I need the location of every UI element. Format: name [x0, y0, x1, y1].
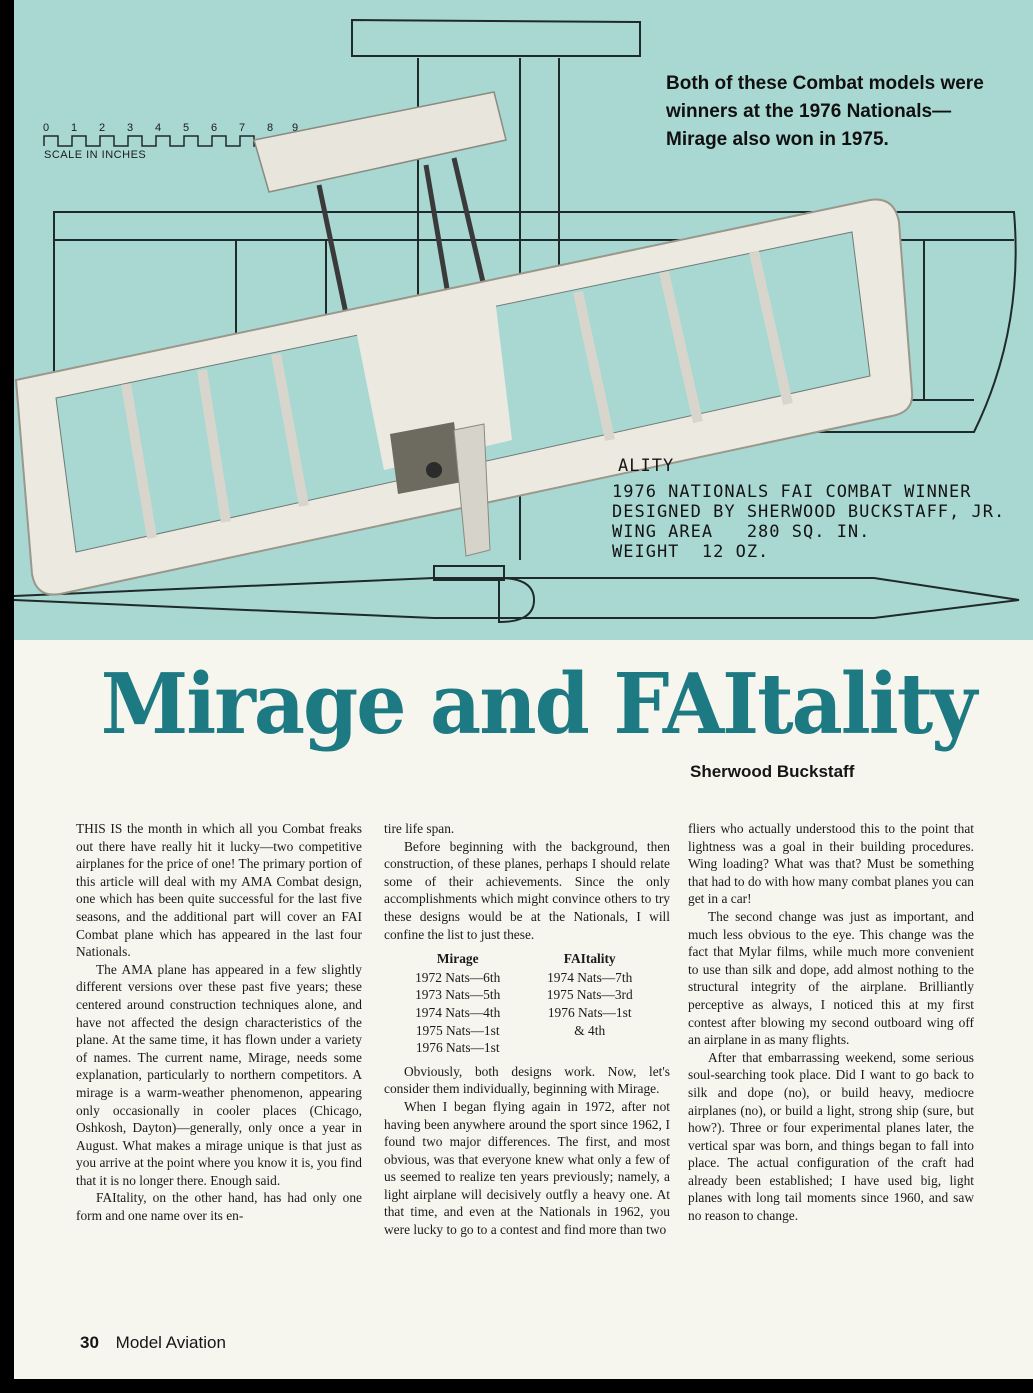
- paragraph: When I began flying again in 1972, after not having been anywhere around the sport since 1962, I found two major differences. The first, and most obvious, was that everyone knew what only a few of us seemed to realize ten years previously; namely, a light airplane will decisively outfly a heavy one. At that time, and even at the Nationals in 1962, you were lucky to go to a contest and find more than two: [384, 1098, 670, 1238]
- scale-number: 4: [155, 122, 162, 134]
- scale-number: 1: [71, 122, 78, 134]
- table-row: [392, 1039, 656, 1057]
- plan-title-fragment: ALITY: [618, 456, 675, 476]
- scale-number: 3: [127, 122, 134, 134]
- table-cell: 1975 Nats—3rd: [546, 987, 633, 1003]
- table-cell: [523, 1039, 656, 1057]
- scale-label: SCALE IN INCHES: [44, 149, 147, 161]
- table-cell: 1973 Nats—5th: [415, 987, 501, 1003]
- scale-number: 9: [292, 122, 299, 134]
- article-byline: Sherwood Buckstaff: [690, 762, 855, 781]
- column-header: FAItality: [563, 951, 616, 967]
- paragraph: tire life span.: [384, 821, 455, 836]
- table-cell: 1974 Nats—4th: [415, 1004, 501, 1020]
- paragraph: Obviously, both designs work. Now, let's consider them individually, beginning with Mirage.: [384, 1063, 670, 1097]
- paragraph: The AMA plane has appeared in a few slightly different versions over these past five years; these centered around construction techniques alone, and have not affected the design characteristics of the plane. At the same time, it has flown under a variety of names. The current name, Mirage, needs some explanation, particularly to northern competitors. A mirage is a warm-weather phenomenon, appearing only occasionally in cooler places (Chicago, Oshkosh, Dayton)—generally, only once a year in August. What makes a mirage unique is that just as you arrive at the point where you know it is, you find that it is no longer there. Enough said.: [76, 961, 362, 1188]
- page-number: 30: [80, 1333, 99, 1352]
- column-header: Mirage: [436, 951, 479, 967]
- table-cell: 1972 Nats—6th: [415, 969, 501, 985]
- article-column-2: [384, 820, 670, 1239]
- paragraph: Before beginning with the background, then construction, of these planes, perhaps I should relate some of their achievements. Since the only accomplishments which might convince others to try these designs would be at the Nationals, I will confine the list to just these.: [384, 838, 670, 942]
- article-column-3: [688, 820, 974, 1225]
- plan-text-line: WEIGHT 12 OZ.: [612, 542, 770, 562]
- scale-number: 6: [211, 122, 218, 134]
- table-cell: 1975 Nats—1st: [415, 1022, 500, 1038]
- table-cell: 1974 Nats—7th: [547, 969, 633, 985]
- scale-number: 5: [183, 122, 190, 134]
- magazine-page: [14, 0, 1033, 1379]
- article-title: Mirage and FAItality: [100, 655, 976, 753]
- table-cell: & 4th: [574, 1022, 606, 1038]
- magazine-name: Model Aviation: [115, 1333, 226, 1352]
- header-photo: [14, 0, 1033, 640]
- achievements-table: [392, 949, 656, 1057]
- table-row: [392, 969, 656, 987]
- plan-text-line: DESIGNED BY SHERWOOD BUCKSTAFF, JR.: [612, 502, 1006, 522]
- paragraph: fliers who actually understood this to the point that lightness was a goal in their building procedures. Wing loading? What was that? Must be something that had to do with how many combat planes you can get in a car!: [688, 821, 974, 907]
- plan-text-line: WING AREA 280 SQ. IN.: [612, 522, 871, 542]
- table-row: [392, 1022, 656, 1040]
- photo-caption: Both of these Combat models were winners at the 1976 Nationals—Mirage also won in 1975.: [666, 73, 984, 150]
- scale-number: 7: [239, 122, 246, 134]
- page-footer: [80, 1333, 226, 1353]
- scale-number: 0: [43, 122, 50, 134]
- table-row: [392, 986, 656, 1004]
- tail-surface: [254, 92, 506, 192]
- table-cell: 1976 Nats—1st: [415, 1040, 500, 1056]
- scale-number: 8: [267, 122, 274, 134]
- plan-text-line: 1976 NATIONALS FAI COMBAT WINNER: [612, 482, 972, 502]
- paragraph: FAItality, on the other hand, has had only one form and one name over its en-: [76, 1190, 362, 1224]
- paragraph: The second change was just as important, and much less obvious to the eye. This change was the fact that Mylar films, while much more convenient to use than silk and dope, add almost nothing to the structural integrity of the airplane. Brilliantly perceptive as always, I noticed this at my first contest after blowing my second outboard wing off an airplane in as many flights.: [688, 908, 974, 1048]
- paragraph: After that embarrassing weekend, some serious soul-searching took place. Did I want to go back to silk and dope (no), or build heavy, mediocre airplanes (no), or build a light, strong ship (sure, but how?). Three or four experimental planes later, the vertical spar was born, and things began to fall into place. The actual configuration of the craft had already been established; I have used big, light planes with long tail moments since 1960, and saw no reason to change.: [688, 1049, 974, 1224]
- paragraph: THIS IS the month in which all you Combat freaks out there have really hit it lucky—two competitive airplanes for the price of one! The primary portion of this article will deal with my AMA Combat design, one which has been quite successful for the last five seasons, and the additional part will cover an FAI Combat plane which has appeared in the last four Nationals.: [76, 821, 362, 960]
- table-cell: 1976 Nats—1st: [547, 1004, 632, 1020]
- article-column-1: [76, 820, 362, 1225]
- table-row: [392, 1004, 656, 1022]
- scale-number: 2: [99, 122, 106, 134]
